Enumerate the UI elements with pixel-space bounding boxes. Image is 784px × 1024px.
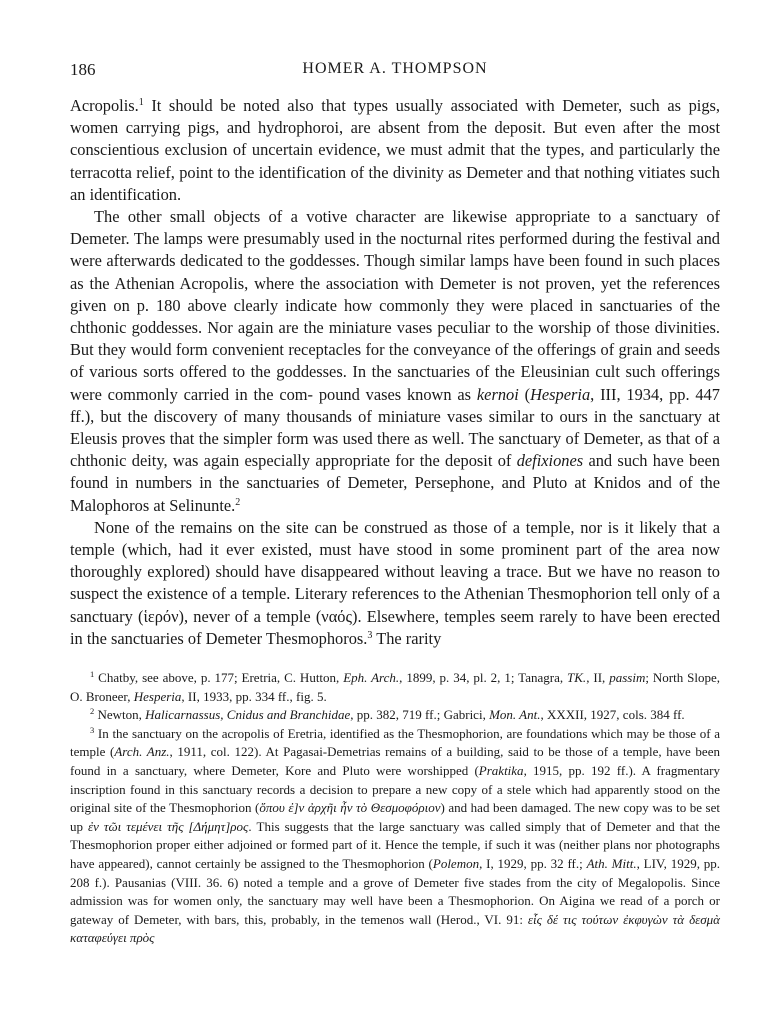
text-span: Newton, (94, 707, 146, 723)
text-span: The other small objects of a votive character are likewise appropriate to a sanctuary of Demeter. The lamps were presumably used in the nocturnal rites performed during the festival and were afterwards dedicated to the goddesses. Though similar lamps have been found in such places as the Athenian Acropolis, where the association with Demeter is not proven, yet the references given on p. 180 above clearly indicate how commonly they were placed in sanctuaries of the chthonic goddesses. Nor again are the miniature vases peculiar to the worship of those divinities. But they would form convenient receptacles for the conveyance of the offerings of grain and seeds of various sorts offered to the goddesses. In the sanctuaries of the Eleusinian cult such offerings were commonly carried in the com- (70, 207, 720, 404)
greek-term: ναός (321, 606, 352, 626)
text-span: ) and had been damaged. The new copy was to be set up (70, 800, 720, 834)
footnote-ref-1: 1 (138, 97, 144, 108)
text-span: . This suggests that the large sanctuary was called simply that of Demeter and that the Thesmophorion proper either adjoined or formed part of it. Hence the temple, if such it was (neither plans nor photographs have appeared), cannot certainly be assigned to the Thesmophorion ( (70, 818, 721, 871)
greek-quote: εἷς δέ τις τούτων ἐκφυγὼν τὰ δεσμὰ καταφεύγει πρὸς (70, 911, 720, 946)
text-span: ; North Slope, O. Broneer, (70, 670, 721, 704)
text-span: , III, 1934, pp. 447 ff.), but the discovery of many thousands of miniature vases similar to ours in the sanctuary at Eleusis proves that the simpler form was used there as well. The sanctuary of Demeter, as that of a chthonic deity, was again especially appropriate for the deposit of (70, 384, 720, 471)
italic-term: passim (609, 670, 646, 685)
text-span: , 1911, col. 122). At Pagasai-Demetrias remains of a building, said to be those of a temple, have been found in a sanctuary, where Demeter, Kore and Pluto were worshipped ( (70, 744, 720, 778)
paragraph-3 (70, 517, 720, 650)
book-title: Halicarnassus, Cnidus and Branchidae (145, 707, 351, 723)
greek-quote: ἐν τῶι τεμένει τῆς [Δήμητ]ρος (87, 818, 249, 834)
italic-term: defixiones (516, 451, 584, 471)
greek-quote: ὅπου ἐ]ν ἀρχῆι ἦν τὸ Θεσμοφόριον (259, 800, 441, 816)
paragraph-1 (70, 95, 720, 206)
journal-title: Hesperia (133, 688, 182, 704)
journal-title: TK. (567, 670, 587, 685)
text-span: , I, 1929, pp. 32 ff.; (479, 855, 587, 871)
footnote-3 (70, 725, 720, 948)
page-number: 186 (70, 60, 96, 79)
journal-title: Praktika (478, 762, 524, 778)
journal-title: Mon. Ant. (489, 707, 541, 723)
text-span: , pp. 382, 719 ff.; Gabrici, (350, 707, 490, 723)
footnote-number: 1 (90, 669, 95, 679)
footnote-ref-3: 3 (367, 629, 373, 641)
text-span: , II, 1933, pp. 334 ff., fig. 5. (181, 688, 327, 704)
running-head: HOMER A. THOMPSON (302, 60, 488, 77)
text-span: , LIV, 1929, pp. 208 f.). Pausanias (VIII. 36. 6) noted a temple and a grove of Demeter five stades from the city of Megalopolis. Since admission was for women only, the sanctuary may well have been a Thesmophorion. On Aigina we read of a porch or gateway of Demeter, with bars, this, probably, in the temenos wall (Herod., VI. 91: (70, 855, 720, 927)
text-span: , II, (586, 670, 610, 685)
journal-title: Hesperia (530, 384, 591, 404)
page-header (70, 60, 720, 82)
footnote-1 (70, 669, 720, 706)
journal-title: Arch. Anz. (114, 744, 170, 760)
text-span: Acropolis. (70, 96, 139, 115)
text-span: pound vases known as (318, 384, 477, 404)
footnote-2 (70, 706, 720, 725)
footnotes (70, 669, 720, 948)
paragraph-2 (70, 206, 720, 517)
journal-title: Polemon (432, 855, 480, 871)
text-span: , 1915, pp. 192 ff.). A fragmentary inscription found in this sanctuary records a decision to prepare a new copy of a stele which had apparently stood on the original site of the Thesmophorion ( (70, 762, 720, 816)
text-span: Chatby, see above, p. 177; Eretria, C. Hutton, (94, 670, 344, 685)
text-span: and such have been found in numbers in the sanctuaries of Demeter, Persephone, and Pluto at Knidos and of the Malophoros at Selinunte. (70, 451, 720, 515)
main-text (70, 95, 720, 650)
text-span: ), never of a temple ( (178, 606, 322, 626)
journal-title: Eph. Arch. (343, 670, 400, 685)
text-span: None of the remains on the site can be construed as those of a temple, nor is it likely that a temple (which, had it ever existed, must have stood in some prominent part of the area now thoroughly explored) should have disappeared without leaving a trace. But we have no reason to suspect the existence of a temple. Literary references to the Athenian Thesmophorion tell only of a sanctuary ( (70, 517, 720, 626)
text-span: In the sanctuary on the acropolis of Eretria, identified as the Thesmophorion, are foundations which may be those of a temple ( (70, 725, 720, 760)
text-span: ( (518, 384, 531, 404)
italic-term: kernoi (476, 384, 519, 404)
footnote-ref-2: 2 (235, 496, 241, 508)
text-span: It should be noted also that types usually associated with Demeter, such as pigs, women carrying pigs, and hydrophoroi, are absent from the deposit. But even after the most conscientious exclusion of uncertain evidence, we must admit that the types, and particularly the terracotta relief, point to the identification of the divinity as Demeter and that nothing vitiates such an identification. (70, 96, 720, 204)
text-span: ). Elsewhere, temples seem rarely to have been erected in the sanctuaries of Demeter Thesmophoros. (70, 606, 721, 648)
footnote-number: 3 (90, 724, 95, 735)
greek-term: ἱερόν (143, 606, 179, 626)
footnote-number: 2 (90, 706, 95, 717)
text-span: The rarity (372, 628, 442, 648)
text-span: , 1899, p. 34, pl. 2, 1; Tanagra, (399, 670, 568, 685)
text-span: , XXXII, 1927, cols. 384 ff. (540, 707, 685, 723)
journal-title: Ath. Mitt. (586, 855, 637, 871)
